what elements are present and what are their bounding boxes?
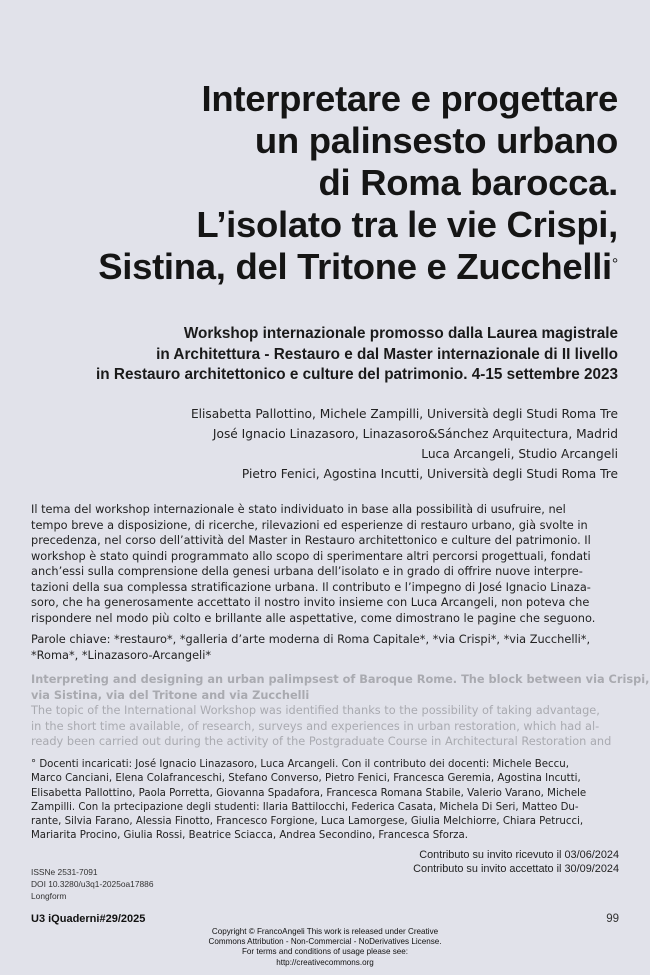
abstract-line: tempo breve a disposizione, di ricerche, rilevazioni ed esperienze di restauro urbano, già svolte in <box>31 517 588 532</box>
subtitle-line: in Restauro architettonico e culture del patrimonio. 4-15 settembre 2023 <box>96 366 618 383</box>
title-line: un palinsesto urbano <box>254 120 618 161</box>
footnote-line: Elisabetta Pallottino, Paola Porretta, Giovanna Spadafora, Francesca Romana Stabile, Valerio Varano, Michele <box>31 787 587 799</box>
english-title-line: via Sistina, via del Tritone and via Zucchelli <box>31 687 310 702</box>
abstract-line: rispondere nel modo più colto e brillante alle aspettative, come dimostrano le pagine che seguono. <box>31 610 596 625</box>
accepted-date: Contributo su invito accettato il 30/09/2024 <box>413 863 619 876</box>
doi: DOI 10.3280/u3q1-2025oa17886 <box>31 878 154 889</box>
keywords-line: *Roma*, *Linazasoro-Arcangeli* <box>31 647 212 662</box>
abstract-line: soro, che ha generosamente accettato il nostro invito insieme con Luca Arcangeli, non poteva che <box>31 595 590 610</box>
keywords-line: Parole chiave: *restauro*, *galleria d’arte moderna di Roma Capitale*, *via Crispi*, *via Zucchelli*, <box>31 632 591 647</box>
title-line: di Roma barocca. <box>318 162 618 203</box>
copyright-line: Copyright © FrancoAngeli This work is released under Creative <box>211 927 439 936</box>
license-link[interactable]: http://creativecommons.org <box>276 957 374 967</box>
submission-dates <box>319 848 619 876</box>
copyright-notice <box>175 927 475 968</box>
author-line: Elisabetta Pallottino, Michele Zampilli, Università degli Studi Roma Tre <box>190 407 618 421</box>
footnote-line: rante, Silvia Farano, Alessia Finotto, Francesco Forgione, Luca Lamorgese, Giulia Melchiorre, Chiara Petrucci, <box>31 816 584 828</box>
title-line: L’isolato tra le vie Crispi, <box>196 204 618 245</box>
abstract-line: tazioni della sua complessa stratificazione urbana. Il contributo e l’impegno di José Ignacio Linaza- <box>31 579 591 594</box>
keywords <box>31 632 621 663</box>
english-body-line: The topic of the International Workshop was identified thanks to the possibility of taking advantage, <box>31 703 600 718</box>
english-body-line: ready been carried out during the activity of the Postgraduate Course in Architectural Restoration and <box>31 734 612 749</box>
english-title-line: Interpreting and designing an urban palimpsest of Baroque Rome. The block between via Crispi, <box>31 672 650 686</box>
english-abstract <box>31 672 650 750</box>
abstract-line: Il tema del workshop internazionale è stato individuato in base alla possibilità di usufruire, nel <box>31 502 566 516</box>
title-line: Interpretare e progettare <box>201 78 618 119</box>
title-line <box>18 246 618 288</box>
title-line-text: Sistina, del Tritone e Zucchelli <box>98 246 612 287</box>
title-note-marker: ° <box>611 256 618 273</box>
author-line: Luca Arcangeli, Studio Arcangeli <box>421 447 618 461</box>
abstract-line: anch’essi sulla comprensione della genesi urbana dell’isolato e in grado di offrire nuove interpre- <box>31 564 583 579</box>
copyright-line: Commons Attribution - Non-Commercial - NoDerivatives License. <box>208 937 442 947</box>
page-number: 99 <box>606 913 619 925</box>
subtitle-line: Workshop internazionale promosso dalla Laurea magistrale <box>183 325 618 342</box>
abstract-line: precedenza, nel corso dell’attività del Master in Restauro architettonico e culture del patrimonio. Il <box>31 533 591 548</box>
footnote-line: Marco Canciani, Elena Colafranceschi, Stefano Converso, Pietro Fenici, Francesca Geremia, Agostina Incutti, <box>31 773 581 785</box>
publication-meta <box>31 867 251 902</box>
copyright-line: For terms and conditions of usage please see: <box>241 947 409 957</box>
footnote-line: ° Docenti incaricati: José Ignacio Linazasoro, Luca Arcangeli. Con il contributo dei docenti: Michele Beccu, <box>31 759 569 770</box>
article-type: Longform <box>31 890 67 901</box>
received-date: Contributo su invito ricevuto il 03/06/2024 <box>419 849 619 861</box>
italian-abstract <box>31 502 621 663</box>
footnote-line: Mariarita Procino, Giulia Rossi, Beatrice Sciacca, Andrea Secondino, Francesca Sforza. <box>31 830 468 842</box>
footnote-line: Zampilli. Con la prtecipazione degli studenti: Ilaria Battilocchi, Federica Casata, Michela Di Seri, Matteo Du- <box>31 801 579 813</box>
author-list <box>58 404 618 484</box>
footnote <box>31 758 621 844</box>
issn: ISSNe 2531-7091 <box>31 867 98 877</box>
article-title <box>18 78 618 288</box>
abstract-line: workshop è stato quindi programmato allo scopo di sperimentare altri percorsi progettuali, fondati <box>31 548 591 563</box>
subtitle-line: in Architettura - Restauro e dal Master internazionale di II livello <box>156 345 618 363</box>
article-subtitle <box>18 324 618 386</box>
author-line: Pietro Fenici, Agostina Incutti, Università degli Studi Roma Tre <box>241 467 618 481</box>
english-body-line: in the short time available, of research, surveys and experiences in urban restoration, which had al- <box>31 718 600 733</box>
author-line: José Ignacio Linazasoro, Linazasoro&Sánchez Arquitectura, Madrid <box>212 427 618 441</box>
journal-name: U3 iQuaderni#29/2025 <box>31 913 146 925</box>
